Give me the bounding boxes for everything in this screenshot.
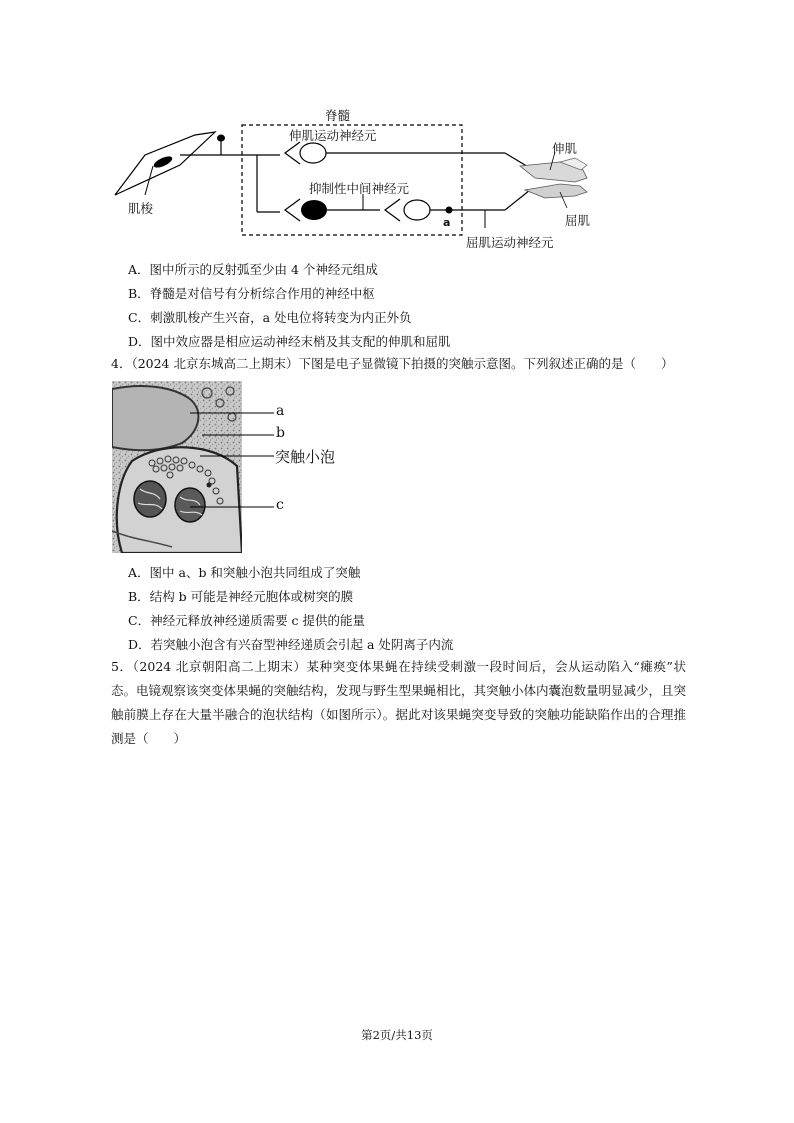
q4-option-b: B．结构 b 可能是神经元胞体或树突的膜 [128,589,354,604]
flexor-muscle [525,184,587,198]
q4-option-d: D．若突触小泡含有兴奋型神经递质会引起 a 处阴离子内流 [128,637,454,652]
extensor-motor-neuron-body [300,143,326,163]
micro-label-vesicle: 突触小泡 [275,448,336,466]
micro-label-c: c [276,497,284,513]
spindle-nucleus [152,154,174,170]
micro-label-b: b [276,425,285,441]
q3-option-b: B．脊髓是对信号有分析综合作用的神经中枢 [128,286,375,301]
q4-stem: 4．（2024 北京东城高二上期末）下图是电子显微镜下拍摄的突触示意图。下列叙述正确的是（ ） [111,356,674,371]
label-muscle-spindle: 肌梭 [128,201,154,216]
flexor-motor-neuron-body [404,200,430,220]
label-extensor: 伸肌 [552,141,578,156]
label-spinal-cord: 脊髓 [325,108,351,123]
q3-option-a: A．图中所示的反射弧至少由 4 个神经元组成 [128,262,378,277]
label-flexor-motor-neuron: 屈肌运动神经元 [466,235,554,250]
micrograph-leader-lines [180,400,280,520]
flexor-synapse [385,199,400,221]
label-extensor-motor-neuron: 伸肌运动神经元 [289,128,377,143]
q4-option-a: A．图中 a、b 和突触小泡共同组成了突触 [128,565,361,580]
micro-label-a: a [276,403,285,419]
page-footer: 第2页/共13页 [361,1028,433,1042]
point-a-dot [446,207,453,214]
label-point-a: a [443,216,451,229]
interneuron-synapse [285,199,300,221]
q3-option-d: D．图中效应器是相应运动神经末梢及其支配的伸肌和屈肌 [128,334,451,349]
inhibitory-interneuron-body [301,200,327,220]
label-flexor: 屈肌 [565,213,591,228]
q4-option-c: C．神经元释放神经递质需要 c 提供的能量 [128,613,366,628]
q3-option-c: C．刺激肌梭产生兴奋，a 处电位将转变为内正外负 [128,310,412,325]
mitochondrion-left [134,481,166,517]
flexor-axon-end [505,190,530,210]
q5-stem: 5．（2024 北京朝阳高二上期末）某种突变体果蝇在持续受刺激一段时间后，会从运动陷入“瘫痪”状态。电镜观察该突变体果蝇的突触结构，发现与野生型果蝇相比，其突触小体内囊泡数量明显减少，且突触前膜上存在大量半融合的泡状结构（如图所示）。据此对该果蝇突变导致的突触功能缺陷作出的合理推测是（ ） [111,659,687,746]
extensor-synapse [285,142,300,164]
label-inhibitory-interneuron: 抑制性中间神经元 [309,181,410,196]
sensory-cell-body [217,135,225,142]
